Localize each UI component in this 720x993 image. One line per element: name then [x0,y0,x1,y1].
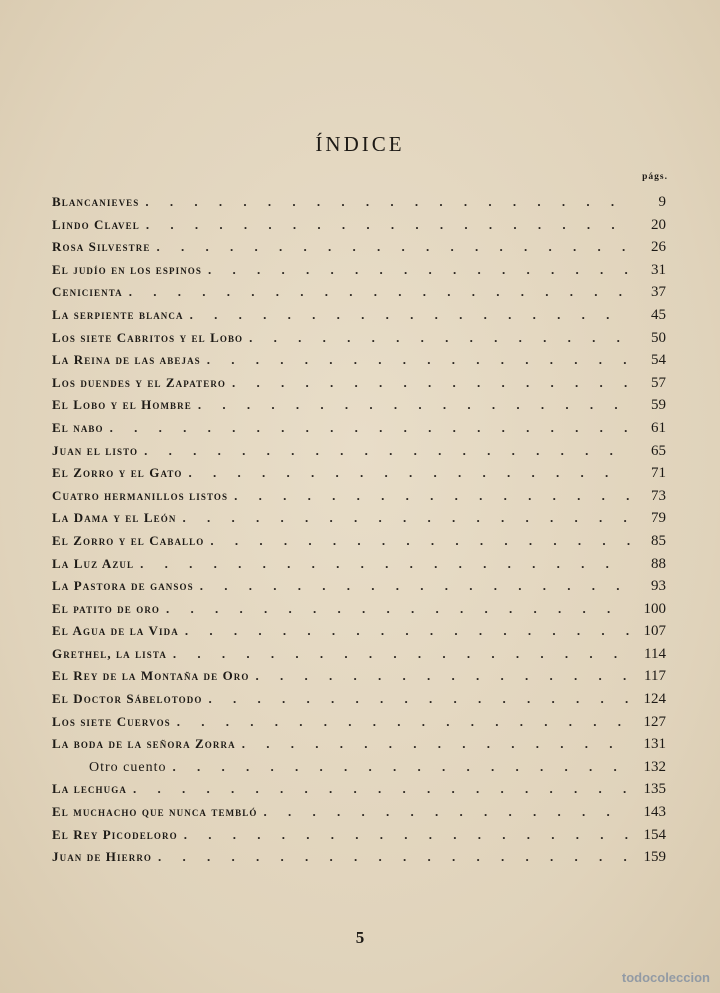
toc-entry [52,756,666,779]
toc-entry-page: 54 [651,352,666,369]
toc-entry [52,236,666,259]
dot-leader [256,665,631,688]
dot-leader [200,575,630,598]
dot-leader [207,349,630,372]
dot-leader [182,507,630,530]
toc-entry-page: 31 [651,261,666,278]
toc-entry [52,688,666,711]
toc-entry-page: 127 [643,713,666,730]
toc-entry [52,711,666,734]
toc-entry-title: La lechuga [52,781,127,797]
dot-leader [144,440,630,463]
toc-entry [52,327,666,350]
toc-entry [52,846,666,869]
dot-leader [110,417,630,440]
toc-entry-title: La boda de la señora Zorra [52,736,236,752]
dot-leader [232,372,630,395]
toc-entry [52,417,666,440]
dot-leader [190,304,630,327]
toc-entry-title: Rosa Silvestre [52,239,151,255]
page-title: ÍNDICE [315,132,405,157]
toc-entry-page: 100 [643,600,666,617]
toc-entry-page: 117 [644,668,666,685]
toc-entry-page: 135 [643,781,666,798]
toc-entry-page: 45 [651,306,666,323]
toc-entry-page: 9 [658,194,666,210]
toc-entry-title: El muchacho que nunca tembló [52,804,258,820]
toc-entry-title: El Rey Picodeloro [52,826,178,842]
toc-entry [52,304,666,327]
dot-leader [156,236,630,259]
toc-entry-title: Grethel, la lista [52,645,167,661]
toc-entry [52,349,666,372]
toc-entry [52,575,666,598]
toc-entry-page: 88 [651,555,666,572]
toc-entry-title: El judío en los espinos [52,261,203,277]
toc-entry [52,801,666,824]
toc-entry-page: 50 [651,329,666,346]
toc-entry-page: 65 [651,442,666,459]
toc-entry-page: 26 [651,239,666,256]
dot-leader [129,281,630,304]
toc-entry-page: 37 [651,284,666,301]
toc-entry-title: Los siete Cabritos y el Lobo [52,329,244,345]
dot-leader [249,327,630,350]
toc-entry [52,259,666,282]
toc-entry [52,620,666,643]
toc-entry-page: 107 [643,623,666,640]
dot-leader [188,462,630,485]
toc-entry-title: El Lobo y el Hombre [52,397,192,413]
toc-entry [52,778,666,801]
pages-column-label: págs. [642,172,668,182]
toc-entry-title: El Agua de la Vida [52,623,179,639]
toc-entry [52,824,666,847]
dot-leader [210,530,630,553]
dot-leader [146,214,630,237]
dot-leader [140,553,630,576]
toc-entry [52,485,666,508]
toc-entry-title: El Zorro y el Caballo [52,532,205,548]
toc-entry-page: 154 [643,826,666,843]
toc-entry-title: El Rey de la Montaña de Oro [52,668,250,684]
dot-leader [234,485,630,508]
toc-entry [52,665,666,688]
dot-leader [133,778,630,801]
dot-leader [198,394,630,417]
toc-entry-title: El Doctor Sábelotodo [52,691,203,707]
toc-entry-page: 79 [651,510,666,527]
toc-entry-page: 85 [651,532,666,549]
toc-entry-title: Los siete Cuervos [52,713,171,729]
toc-entry-title: La Pastora de gansos [52,578,194,594]
toc-entry-page: 59 [651,397,666,414]
dot-leader [184,824,630,847]
dot-leader [166,598,630,621]
toc-entry [52,281,666,304]
toc-entry-title: Juan de Hierro [52,849,153,865]
toc-entry-page: 143 [643,804,666,821]
toc-entry-title: Cuatro hermanillos listos [52,487,229,503]
toc-entry-page: 93 [651,578,666,595]
toc-entry-title: La Luz Azul [52,555,135,571]
toc-entry-page: 73 [651,487,666,504]
toc-entry [52,530,666,553]
toc-entry-title: Los duendes y el Zapatero [52,374,227,390]
toc-entry [52,372,666,395]
toc-entry-page: 132 [643,758,666,775]
table-of-contents [52,191,666,869]
dot-leader [242,733,630,756]
dot-leader [263,801,630,824]
toc-entry-title: Cenicienta [52,284,123,300]
toc-entry [52,462,666,485]
toc-entry [52,643,666,666]
toc-entry [52,440,666,463]
page-number: 5 [355,928,365,947]
toc-entry-page: 57 [651,374,666,391]
toc-entry-page: 61 [651,419,666,436]
dot-leader [172,756,630,779]
toc-entry-page: 131 [643,736,666,753]
toc-entry-title: El patito de oro [52,600,161,616]
toc-entry [52,733,666,756]
toc-entry-title: La Reina de las abejas [52,352,201,368]
dot-leader [145,191,630,214]
dot-leader [173,643,630,666]
toc-entry-page: 20 [651,216,666,233]
toc-entry [52,553,666,576]
toc-entry [52,214,666,237]
dot-leader [208,259,630,282]
toc-entry-page: 114 [644,645,666,662]
toc-entry-page: 124 [643,691,666,708]
toc-entry-page: 71 [651,465,666,482]
toc-entry-title: El nabo [52,419,104,435]
toc-entry-title: Blancanieves [52,194,140,209]
toc-entry [52,394,666,417]
toc-entry-title: Otro cuento [89,759,167,775]
dot-leader [177,711,630,734]
toc-entry-title: La serpiente blanca [52,306,184,322]
watermark-logo: todocoleccion [621,970,710,985]
dot-leader [185,620,630,643]
toc-entry-title: Juan el listo [52,442,139,458]
toc-entry [52,598,666,621]
dot-leader [158,846,630,869]
toc-entry-page: 159 [643,849,666,866]
dot-leader [208,688,630,711]
toc-entry [52,507,666,530]
toc-entry [52,191,666,214]
toc-entry-title: El Zorro y el Gato [52,465,183,481]
toc-entry-title: Lindo Clavel [52,216,140,232]
toc-entry-title: La Dama y el León [52,510,177,526]
